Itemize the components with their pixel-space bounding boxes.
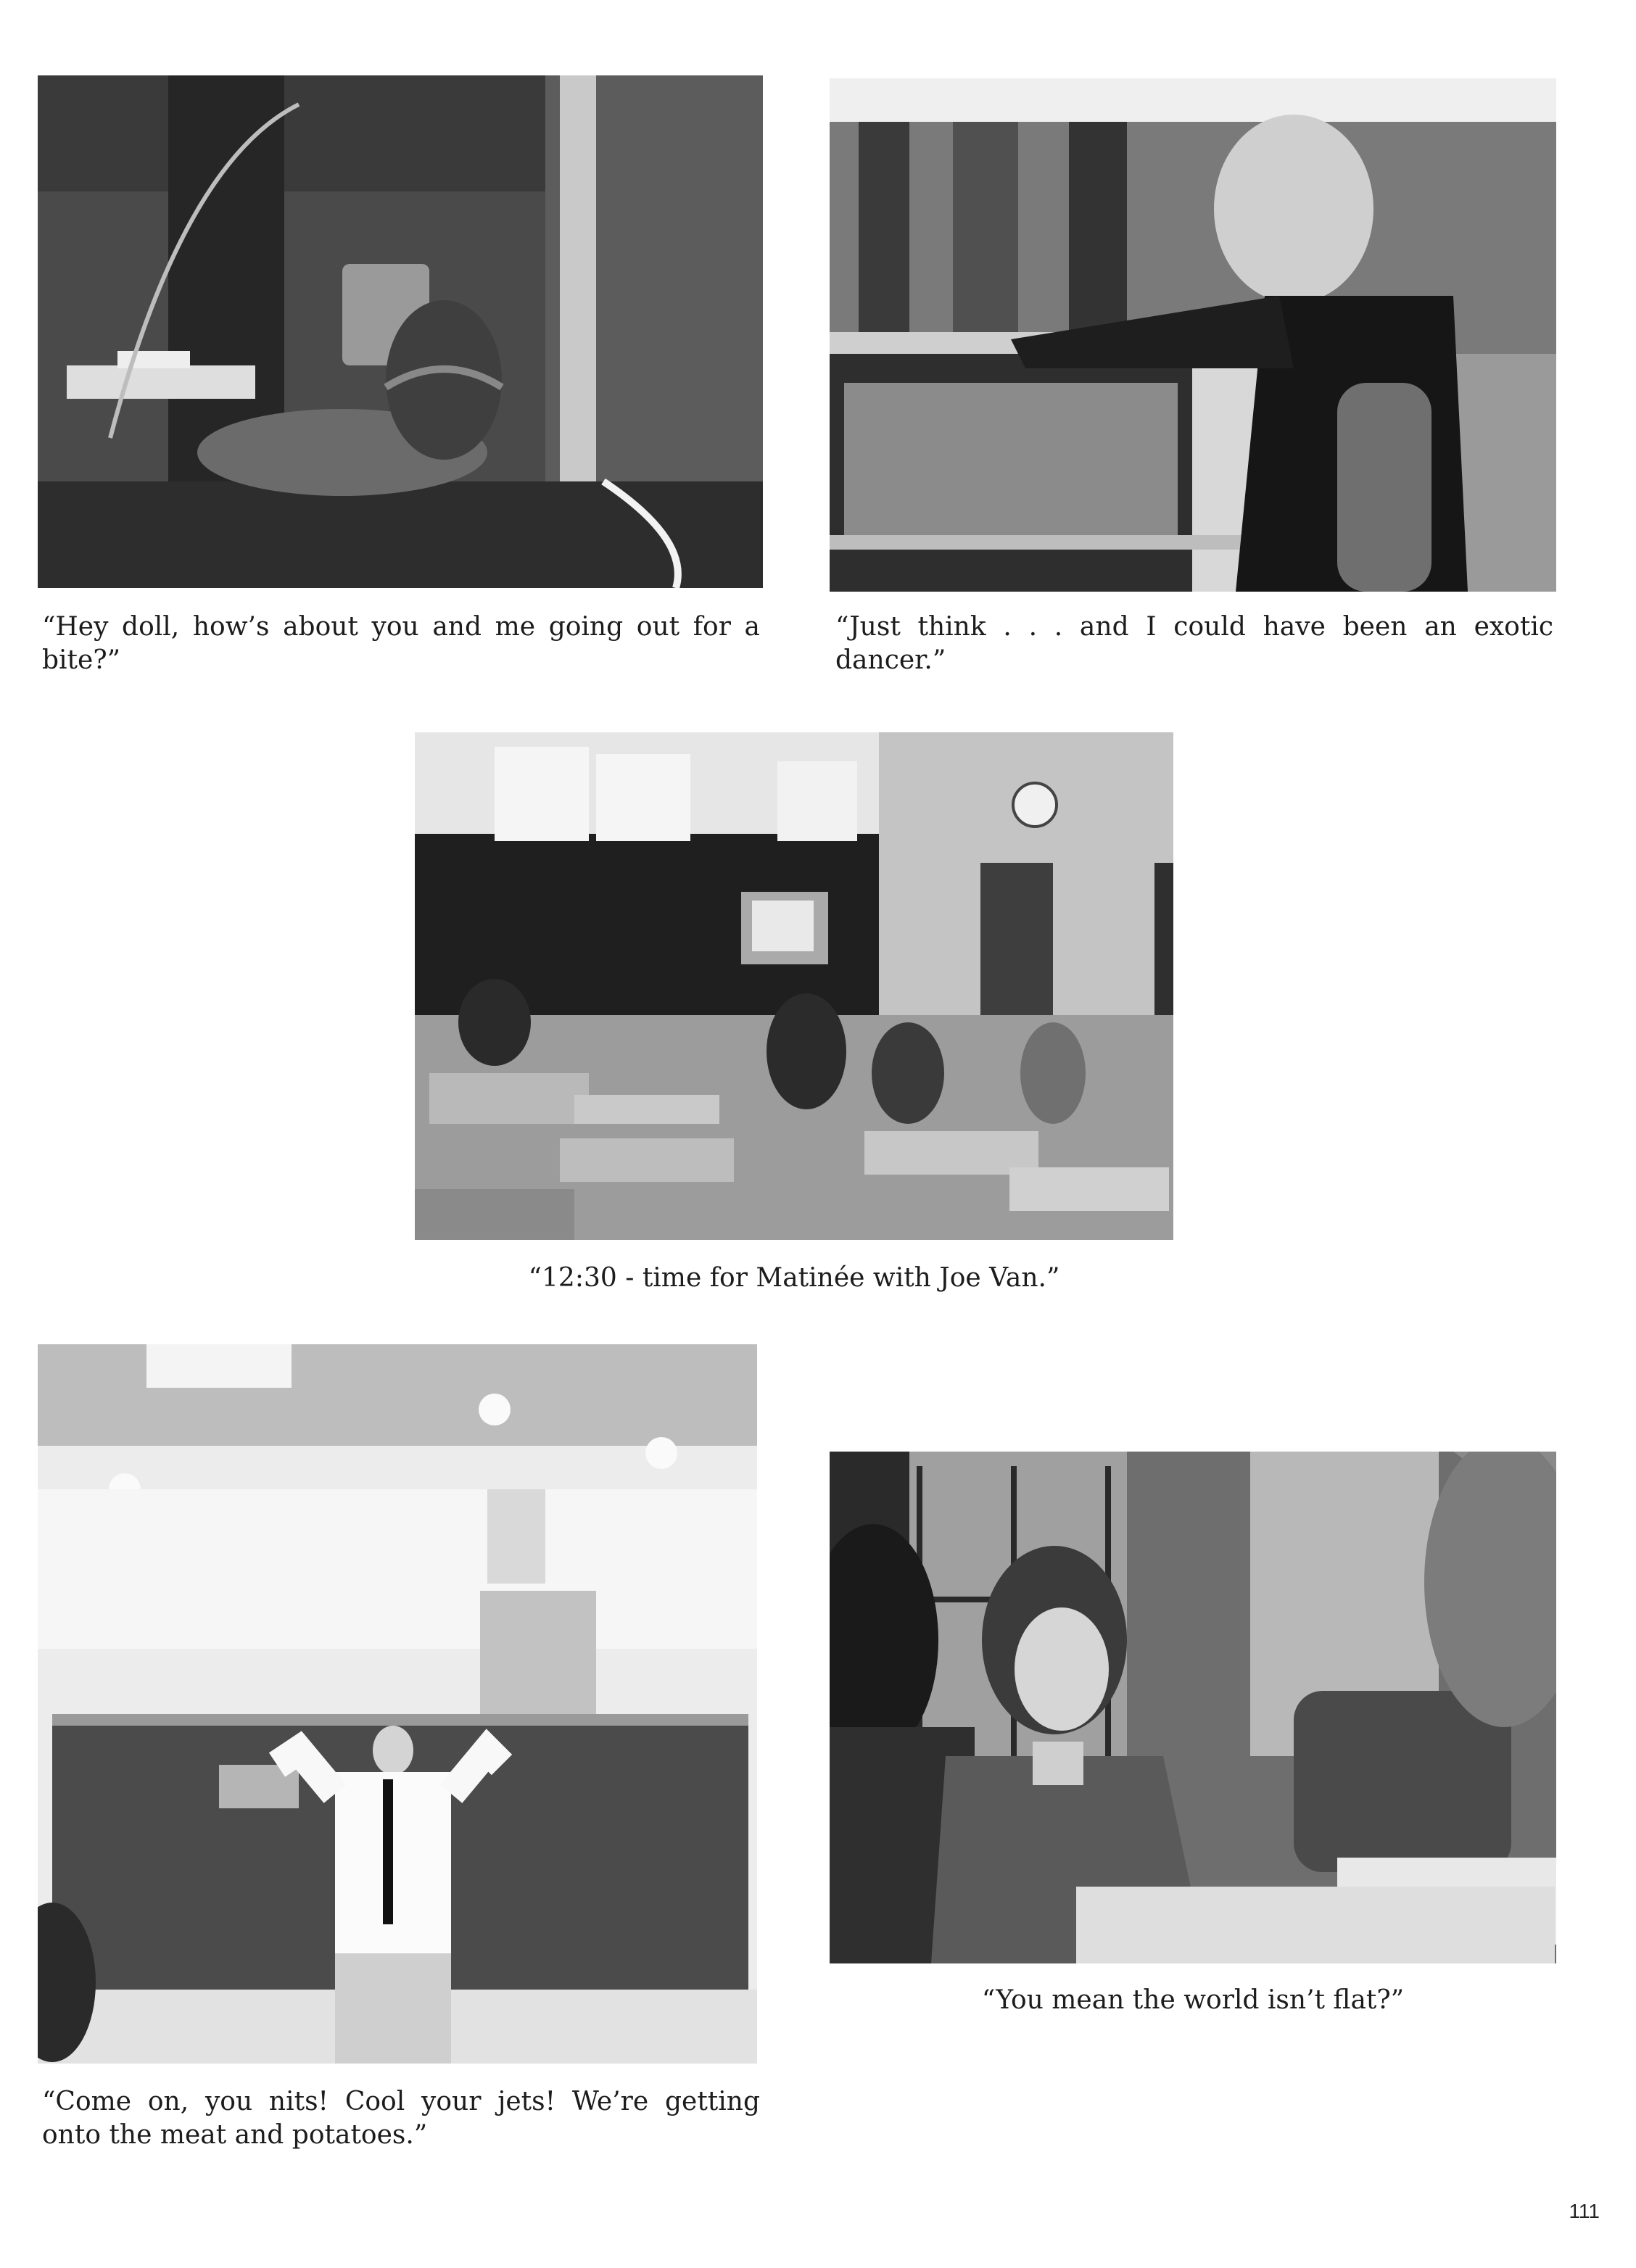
classroom-tv-photo (415, 732, 1173, 1240)
students-photo (830, 1452, 1556, 1963)
librarian-photo (830, 78, 1556, 592)
alligator-caption: “Hey doll, how’s about you and me going out for a bite?” (42, 612, 760, 675)
teacher-chalkboard-photo (38, 1344, 757, 2064)
teacher-chalkboard-caption: “Come on, you nits! Cool your jets! We’re getting onto the meat and potatoes.” (42, 2087, 760, 2150)
alligator-photo (38, 75, 763, 588)
page-number: 111 (1569, 2200, 1600, 2222)
librarian-caption: “Just think . . . and I could have been an exotic dancer.” (835, 612, 1553, 675)
students-caption: “You mean the world isn’t flat?” (981, 1985, 1405, 2015)
classroom-tv-caption: “12:30 - time for Matinée with Joe Van.” (528, 1263, 1060, 1293)
